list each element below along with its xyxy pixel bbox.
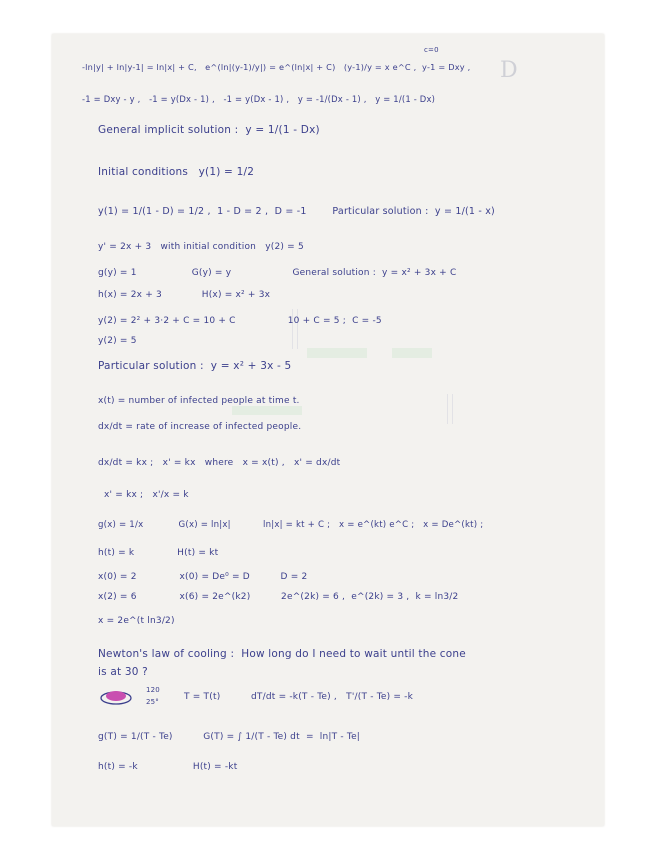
line-h-x: h(x) = 2x + 3 H(x) = x² + 3x <box>98 290 271 300</box>
line-cooling-equation: T = T(t) dT/dt = -k(T - Te) , T'/(T - Te) = -k <box>184 692 414 702</box>
line-y2-equals-5: y(2) = 5 <box>98 336 137 346</box>
line-rate-of-increase: dx/dt = rate of increase of infected people. <box>98 422 302 432</box>
ice-cream-cone-drawing <box>99 689 133 705</box>
line-newton-cooling-question: Newton's law of cooling : How long do I need to wait until the cone <box>98 648 466 660</box>
line-h-t: h(t) = k H(t) = kt <box>98 548 219 558</box>
line-cooling-h: h(t) = -k H(t) = -kt <box>98 762 238 772</box>
environment-temp: 25° <box>146 698 160 706</box>
bleed-through-highlight <box>232 406 302 415</box>
line-separated-growth: x' = kx ; x'/x = k <box>104 490 189 500</box>
cone-initial-temp: 120 <box>146 686 160 694</box>
line-g-y: g(y) = 1 G(y) = y General solution : y = x² + 3x + C <box>98 268 457 278</box>
line-infected-definition: x(t) = number of infected people at time t. <box>98 396 300 406</box>
note-c-equals-zero: c=0 <box>424 46 439 54</box>
bleed-through-bracket <box>447 394 453 424</box>
line-growth-solution: x = 2e^(t ln3/2) <box>98 616 175 626</box>
line-initial-conditions: Initial conditions y(1) = 1/2 <box>98 166 255 178</box>
bleed-through-bracket <box>292 309 298 349</box>
line-x2: x(2) = 6 x(6) = 2e^(k2) 2e^(2k) = 6 , e^(2k) = 3 , k = ln3/2 <box>98 592 459 602</box>
line-general-implicit-solution: General implicit solution : y = 1/(1 - Dx) <box>98 124 320 136</box>
line-evaluate-c: y(2) = 2² + 3·2 + C = 10 + C 10 + C = 5 ; C = -5 <box>98 316 382 326</box>
bleed-through-highlight <box>392 348 432 358</box>
line-particular-solution-1: y(1) = 1/(1 - D) = 1/2 , 1 - D = 2 , D = -1 Particular solution : y = 1/(1 - x) <box>98 206 495 217</box>
line-cooling-g: g(T) = 1/(T - Te) G(T) = ∫ 1/(T - Te) dt = ln|T - Te| <box>98 732 361 742</box>
bleed-through-highlight <box>307 348 367 358</box>
bleed-through-heading: D <box>500 58 521 83</box>
notebook-page <box>52 34 604 826</box>
line-particular-solution-2: Particular solution : y = x² + 3x - 5 <box>98 360 292 372</box>
line-integrate-growth: g(x) = 1/x G(x) = ln|x| ln|x| = kt + C ; x = e^(kt) e^C ; x = De^(kt) ; <box>98 520 484 530</box>
line-separation-step: -ln|y| + ln|y-1| = ln|x| + C, e^(ln|(y-1)/y|) = e^(ln|x| + C) (y-1)/y = x e^C , y-1 = Dxy , <box>82 62 471 72</box>
line-is-at-30: is at 30 ? <box>98 666 148 678</box>
line-second-ode: y' = 2x + 3 with initial condition y(2) = 5 <box>98 242 304 252</box>
line-growth-equation: dx/dt = kx ; x' = kx where x = x(t) , x' = dx/dt <box>98 458 341 468</box>
line-x0: x(0) = 2 x(0) = De⁰ = D D = 2 <box>98 572 308 582</box>
line-solve-for-y: -1 = Dxy - y , -1 = y(Dx - 1) , -1 = y(Dx - 1) , y = -1/(Dx - 1) , y = 1/(1 - Dx) <box>82 94 436 104</box>
